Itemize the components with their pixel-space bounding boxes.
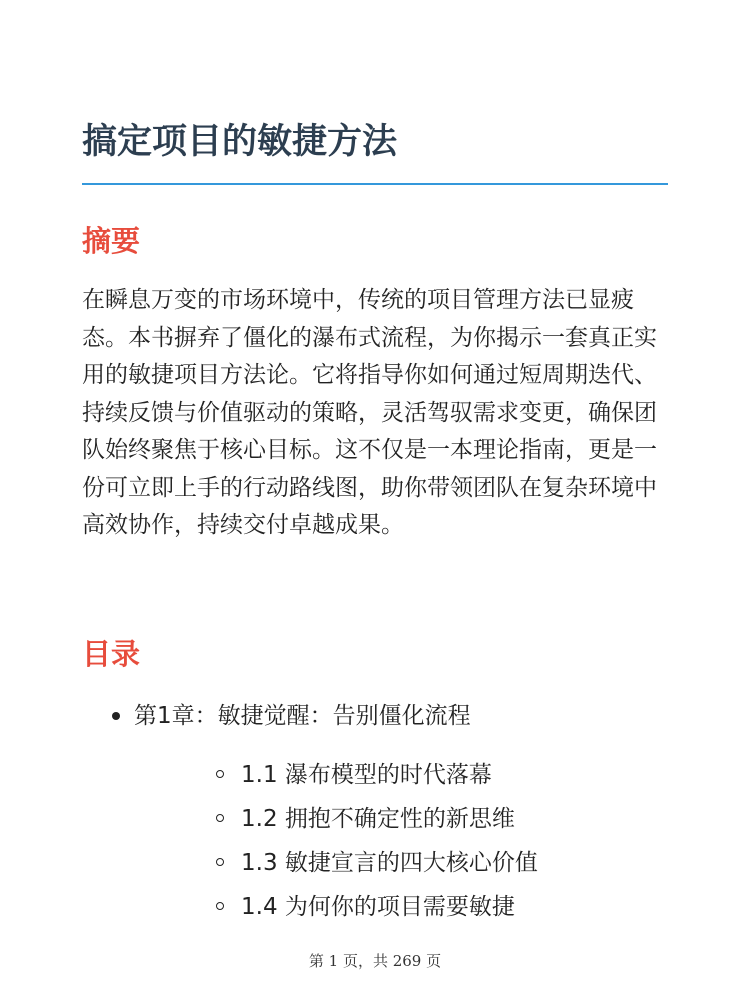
- document-title: 搞定项目的敏捷方法: [82, 122, 398, 162]
- toc-chapter-1: [82, 696, 668, 929]
- toc-heading: 目录: [82, 637, 141, 671]
- toc-section-1-1: [134, 753, 668, 797]
- bullet-icon: [112, 712, 120, 720]
- table-of-contents: [82, 696, 668, 929]
- title-divider: [82, 183, 668, 185]
- toc-chapter-label: 第1章：敏捷觉醒：告别僵化流程: [134, 703, 471, 729]
- toc-section-list: [134, 753, 668, 929]
- toc-section-label: 1.4 为何你的项目需要敏捷: [241, 894, 515, 920]
- hollow-bullet-icon: [216, 770, 224, 778]
- abstract-paragraph: 在瞬息万变的市场环境中，传统的项目管理方法已显疲态。本书摒弃了僵化的瀑布式流程，为你揭示一套真正实用的敏捷项目方法论。它将指导你如何通过短周期迭代、持续反馈与价值驱动的策略，灵活驾驭需求变更，确保团队始终聚焦于核心目标。这不仅是一本理论指南，更是一份可立即上手的行动路线图，助你带领团队在复杂环境中高效协作，持续交付卓越成果。: [82, 287, 657, 538]
- toc-section-label: 1.2 拥抱不确定性的新思维: [241, 806, 515, 832]
- toc-section-1-3: [134, 841, 668, 885]
- hollow-bullet-icon: [216, 814, 224, 822]
- abstract-heading: 摘要: [82, 224, 141, 258]
- toc-section-label: 1.3 敏捷宣言的四大核心价值: [241, 850, 538, 876]
- hollow-bullet-icon: [216, 858, 224, 866]
- toc-section-1-4: [134, 885, 668, 929]
- toc-section-1-2: [134, 797, 668, 841]
- page-footer: 第 1 页，共 269 页: [308, 952, 442, 970]
- hollow-bullet-icon: [216, 902, 224, 910]
- toc-section-label: 1.1 瀑布模型的时代落幕: [241, 762, 492, 788]
